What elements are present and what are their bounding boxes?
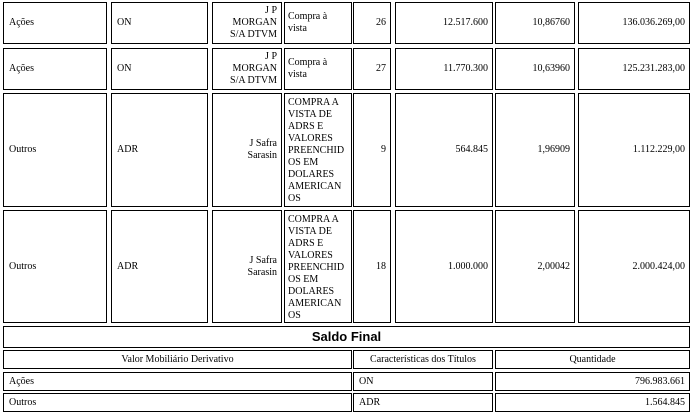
cell-text: Ações [9, 63, 34, 74]
cell-text: 136.036.269,00 [622, 17, 685, 28]
cell-preco [495, 2, 575, 44]
cell-text: 1.112.229,00 [632, 144, 685, 155]
cell-text: 10,86760 [532, 17, 570, 28]
saldo-cell-quantidade [495, 372, 690, 391]
saldo-header-valor [3, 350, 352, 369]
cell-corretora [212, 93, 282, 207]
cell-text: 1.000.000 [448, 260, 488, 272]
cell-text: ADR [117, 260, 139, 272]
header-text: Valor Mobiliário Derivativo [121, 353, 234, 365]
cell-operacao [284, 210, 352, 323]
cell-corretora [212, 48, 282, 90]
cell-text: 11.770.300 [443, 63, 488, 74]
cell-operacao [284, 2, 352, 44]
cell-volume [578, 2, 690, 44]
cell-text: 125.231.283,00 [622, 63, 685, 74]
cell-text: ADR [359, 396, 381, 408]
cell-corretora [212, 2, 282, 44]
cell-mercado [3, 48, 107, 90]
cell-text: 27 [376, 63, 386, 74]
saldo-cell-caracteristica [353, 372, 493, 391]
cell-text: 1.564.845 [645, 396, 685, 408]
cell-text: COMPRA A VISTA DE ADRS E VALORES PREENCHID OS EM DOLARES AMERICAN OS [288, 214, 345, 321]
cell-dia [353, 210, 391, 323]
cell-text: ON [359, 375, 374, 387]
cell-preco [495, 93, 575, 207]
cell-tipo [111, 93, 208, 207]
cell-dia [353, 2, 391, 44]
cell-text: 18 [376, 260, 386, 272]
saldo-cell-valor [3, 372, 352, 391]
cell-quantidade [395, 2, 493, 44]
cell-text: J P MORGAN S/A DTVM [230, 5, 277, 40]
cell-preco [495, 48, 575, 90]
cell-quantidade [395, 48, 493, 90]
cell-text: 12.517.600 [443, 17, 488, 28]
cell-text: 2.000.424,00 [632, 260, 685, 272]
cell-volume [578, 210, 690, 323]
cell-mercado [3, 210, 107, 323]
cell-text: 1,96909 [537, 144, 570, 155]
saldo-final-title-text: Saldo Final [311, 329, 382, 344]
cell-corretora [212, 210, 282, 323]
cell-tipo [111, 2, 208, 44]
cell-text: 796.983.661 [635, 375, 685, 387]
saldo-header-caracteristicas [353, 350, 493, 369]
cell-text: Outros [9, 260, 37, 272]
cell-text: Ações [9, 17, 34, 28]
saldo-header-quantidade [495, 350, 690, 369]
cell-text: 10,63960 [532, 63, 570, 74]
cell-text: 9 [381, 144, 386, 155]
cell-text: COMPRA A VISTA DE ADRS E VALORES PREENCHID OS EM DOLARES AMERICAN OS [288, 97, 345, 204]
cell-text: J Safra Sarasin [247, 254, 277, 278]
cell-text: ON [117, 17, 132, 28]
cell-preco [495, 210, 575, 323]
cell-text: 26 [376, 17, 386, 28]
cell-tipo [111, 48, 208, 90]
cell-volume [578, 48, 690, 90]
cell-text: Ações [9, 375, 34, 387]
cell-text: 564.845 [455, 144, 488, 155]
cell-volume [578, 93, 690, 207]
cell-text: ADR [117, 144, 139, 155]
cell-dia [353, 48, 391, 90]
cell-operacao [284, 48, 352, 90]
cell-text: ON [117, 63, 132, 74]
cell-text: J Safra Sarasin [247, 138, 277, 161]
cell-dia [353, 93, 391, 207]
saldo-cell-caracteristica [353, 393, 493, 412]
saldo-cell-quantidade [495, 393, 690, 412]
cell-text: Outros [9, 396, 37, 408]
header-text: Quantidade [569, 353, 616, 365]
cell-quantidade [395, 93, 493, 207]
cell-text: Compra à vista [288, 11, 328, 34]
cell-text: Outros [9, 144, 37, 155]
cell-text: Compra à vista [288, 57, 328, 80]
cell-tipo [111, 210, 208, 323]
header-text: Características dos Títulos [370, 353, 476, 365]
saldo-cell-valor [3, 393, 352, 412]
cell-operacao [284, 93, 352, 207]
saldo-final-title [3, 326, 690, 348]
cell-mercado [3, 2, 107, 44]
cell-text: 2,00042 [537, 260, 570, 272]
cell-text: J P MORGAN S/A DTVM [230, 51, 277, 86]
cell-quantidade [395, 210, 493, 323]
cell-mercado [3, 93, 107, 207]
